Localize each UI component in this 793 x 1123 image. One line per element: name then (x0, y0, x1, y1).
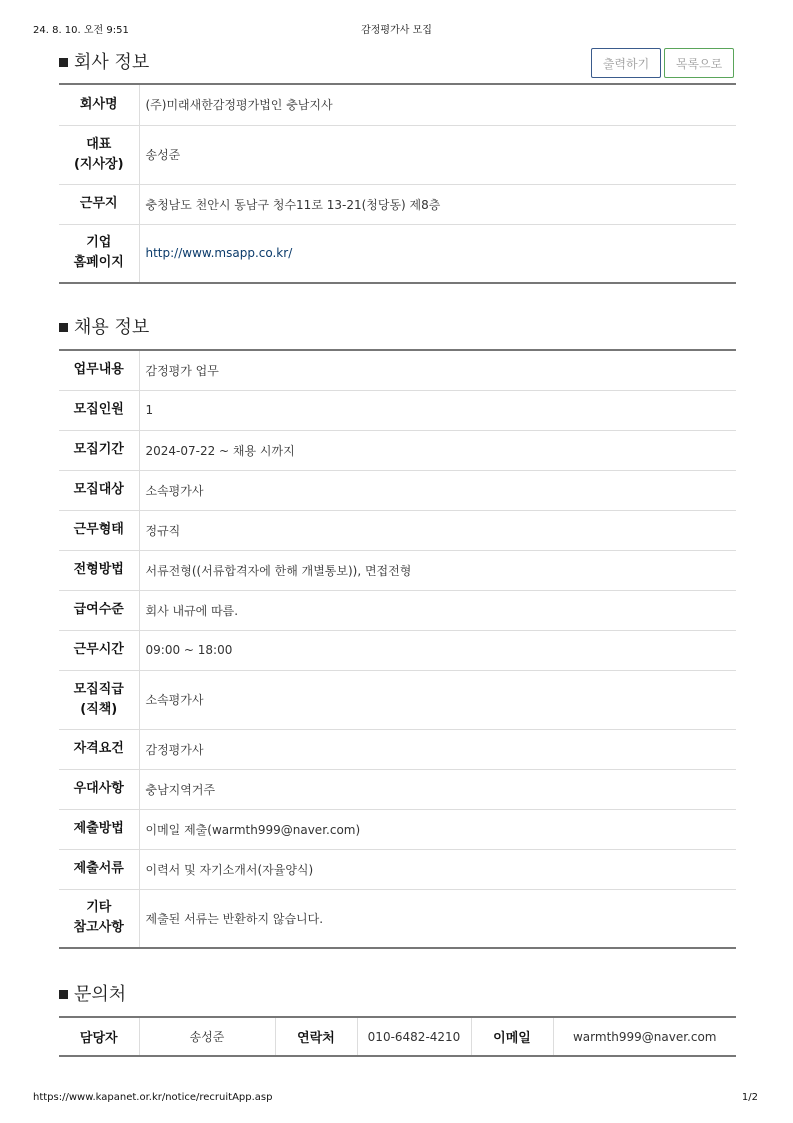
row-value: 서류전형((서류합격자에 한해 개별통보)), 면접전형 (139, 550, 736, 590)
representative-value: 송성준 (139, 125, 736, 184)
row-value: 감정평가사 (139, 729, 736, 769)
contact-section-title-text: 문의처 (74, 984, 127, 1005)
table-row (59, 630, 736, 670)
row-label: 제출방법 (59, 809, 139, 849)
table-row (59, 729, 736, 769)
row-label (59, 224, 139, 283)
table-row (59, 809, 736, 849)
row-label: 전형방법 (59, 550, 139, 590)
table-row (59, 1017, 736, 1056)
contact-person-value: 송성준 (139, 1017, 275, 1056)
homepage-cell (139, 224, 736, 283)
square-bullet-icon (59, 990, 68, 999)
row-label: 회사명 (59, 84, 139, 125)
table-row (59, 769, 736, 809)
print-header (33, 21, 760, 35)
table-row (59, 390, 736, 430)
square-bullet-icon (59, 323, 68, 332)
row-label (59, 889, 139, 948)
row-label: 자격요건 (59, 729, 139, 769)
homepage-link[interactable]: http://www.msapp.co.kr/ (145, 246, 293, 261)
row-value: 2024-07-22 ~ 채용 시까지 (139, 430, 736, 470)
row-label-line: 기타 참고사항 (73, 900, 124, 936)
recruit-section-title (59, 313, 149, 339)
table-row (59, 224, 736, 283)
recruit-section-title-text: 채용 정보 (74, 317, 150, 338)
workplace-value: 충청남도 천안시 동남구 청수11로 13-21(청당동) 제8층 (139, 184, 736, 224)
row-value: 09:00 ~ 18:00 (139, 630, 736, 670)
row-label: 모집대상 (59, 470, 139, 510)
row-value: 이메일 제출(warmth999@naver.com) (139, 809, 736, 849)
row-label: 제출서류 (59, 849, 139, 889)
print-date: 24. 8. 10. 오전 9:51 (33, 25, 129, 36)
row-label-line: 대표 (지사장) (73, 136, 124, 172)
company-section-title-text: 회사 정보 (74, 52, 150, 73)
table-row (59, 470, 736, 510)
table-row (59, 510, 736, 550)
row-label-line: 기업 홈페이지 (73, 235, 124, 271)
row-value: 소속평가사 (139, 470, 736, 510)
row-label: 근무지 (59, 184, 139, 224)
contact-phone-value: 010-6482-4210 (357, 1017, 471, 1056)
row-label: 근무시간 (59, 630, 139, 670)
row-label: 업무내용 (59, 350, 139, 390)
row-value: 이력서 및 자기소개서(자율양식) (139, 849, 736, 889)
print-url: https://www.kapanet.or.kr/notice/recruitApp.asp (33, 1092, 273, 1103)
table-row (59, 125, 736, 184)
page-number: 1/2 (741, 1092, 758, 1103)
company-info-table (59, 83, 736, 284)
table-row (59, 84, 736, 125)
row-label: 모집기간 (59, 430, 139, 470)
contact-email-label: 이메일 (471, 1017, 553, 1056)
contact-phone-label: 연락처 (275, 1017, 357, 1056)
print-button[interactable]: 출력하기 (591, 48, 661, 78)
table-row (59, 849, 736, 889)
contact-section-title (59, 980, 126, 1006)
row-label: 우대사항 (59, 769, 139, 809)
row-label (59, 125, 139, 184)
table-row (59, 550, 736, 590)
row-value: 소속평가사 (139, 670, 736, 729)
row-label: 모집인원 (59, 390, 139, 430)
square-bullet-icon (59, 58, 68, 67)
row-label: 급여수준 (59, 590, 139, 630)
contact-table (59, 1016, 736, 1057)
print-footer (33, 1092, 760, 1106)
print-document-title: 감정평가사 모집 (361, 25, 432, 36)
row-label (59, 670, 139, 729)
company-section-title (59, 48, 149, 74)
row-value: 정규직 (139, 510, 736, 550)
row-value: 감정평가 업무 (139, 350, 736, 390)
back-to-list-button[interactable]: 목록으로 (664, 48, 734, 78)
row-value: 1 (139, 390, 736, 430)
contact-email-value: warmth999@naver.com (572, 1029, 717, 1044)
table-row (59, 889, 736, 948)
row-value: 회사 내규에 따름. (139, 590, 736, 630)
table-row (59, 590, 736, 630)
row-value: 제출된 서류는 반환하지 않습니다. (145, 911, 324, 926)
table-row (59, 184, 736, 224)
contact-person-label: 담당자 (59, 1017, 139, 1056)
recruit-info-table (59, 349, 736, 949)
row-value: 충남지역거주 (139, 769, 736, 809)
company-name-value: (주)미래새한감정평가법인 충남지사 (139, 84, 736, 125)
table-row (59, 430, 736, 470)
table-row (59, 350, 736, 390)
table-row (59, 670, 736, 729)
row-label-line: 모집직급 (직책) (73, 681, 124, 717)
row-label: 근무형태 (59, 510, 139, 550)
